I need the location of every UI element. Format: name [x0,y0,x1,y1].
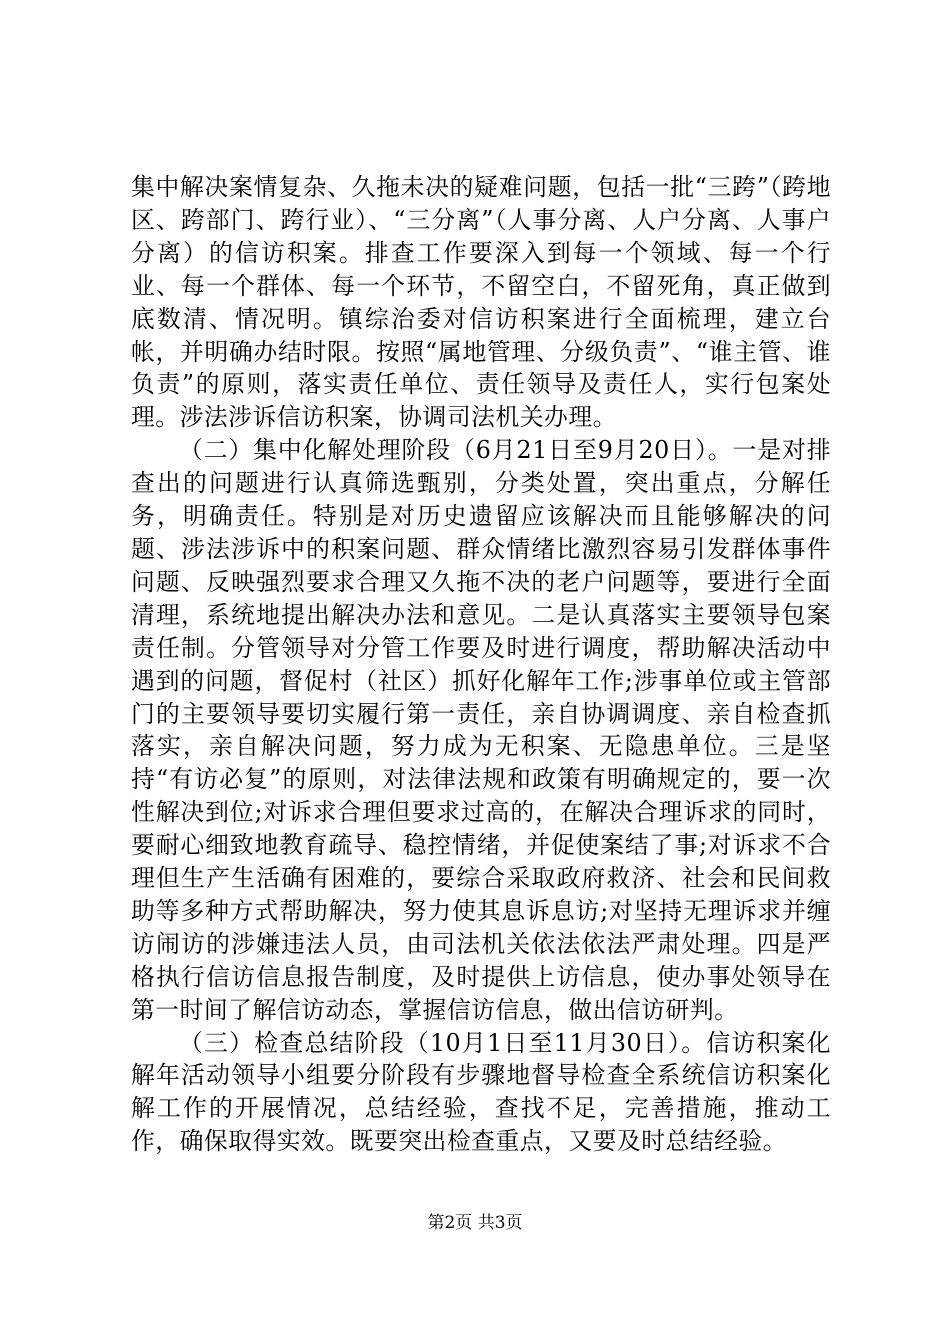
paragraph-continuation: 集中解决案情复杂、久拖未决的疑难问题，包括一批“三跨”（跨地区、跨部门、跨行业）、“三分离”（人事分离、人户分离、人事户分离）的信访积案。排查工作要深入到每一个领域、每一个行业、每一个群体、每一个环节，不留空白，不留死角，真正做到底数清、情况明。镇综治委对信访积案进行全面梳理，建立台帐，并明确办结时限。按照“属地管理、分级负责”、“谁主管、谁负责”的原则，落实责任单位、责任领导及责任人，实行包案处理。涉法涉诉信访积案，协调司法机关办理。 [131,173,831,432]
paragraph-stage-two: （二）集中化解处理阶段（6月21日至9月20日）。一是对排查出的问题进行认真筛选甄别，分类处置，突出重点，分解任务，明确责任。特别是对历史遗留应该解决而且能够解决的问题、涉法涉诉中的积案问题、群众情绪比激烈容易引发群体事件问题、反映强烈要求合理又久拖不决的老户问题等，要进行全面清理，系统地提出解决办法和意见。二是认真落实主要领导包案责任制。分管领导对分管工作要及时进行调度，帮助解决活动中遇到的问题，督促村（社区）抓好化解年工作;涉事单位或主管部门的主要领导要切实履行第一责任，亲自协调调度、亲自检查抓落实，亲自解决问题，努力成为无积案、无隐患单位。三是坚持“有访必复”的原则，对法律法规和政策有明确规定的，要一次性解决到位;对诉求合理但要求过高的，在解决合理诉求的同时，要耐心细致地教育疏导、稳控情绪，并促使案结了事;对诉求不合理但生产生活确有困难的，要综合采取政府救济、社会和民间救助等多种方式帮助解决，努力使其息诉息访;对坚持无理诉求并缠访闹访的涉嫌违法人员，由司法机关依法依法严肃处理。四是严格执行信访信息报告制度，及时提供上访信息，使办事处领导在第一时间了解信访动态，掌握信访信息，做出信访研判。 [131,436,831,1024]
document-body [131,171,831,1158]
paragraph-stage-three: （三）检查总结阶段（10月1日至11月30日）。信访积案化解年活动领导小组要分阶段有步骤地督导检查全系统信访积案化解工作的开展情况，总结经验，查找不足，完善措施，推动工作，确保取得实效。既要突出检查重点，又要及时总结经验。 [131,1028,831,1156]
page-number-footer: 第2页 共3页 [427,1213,523,1233]
